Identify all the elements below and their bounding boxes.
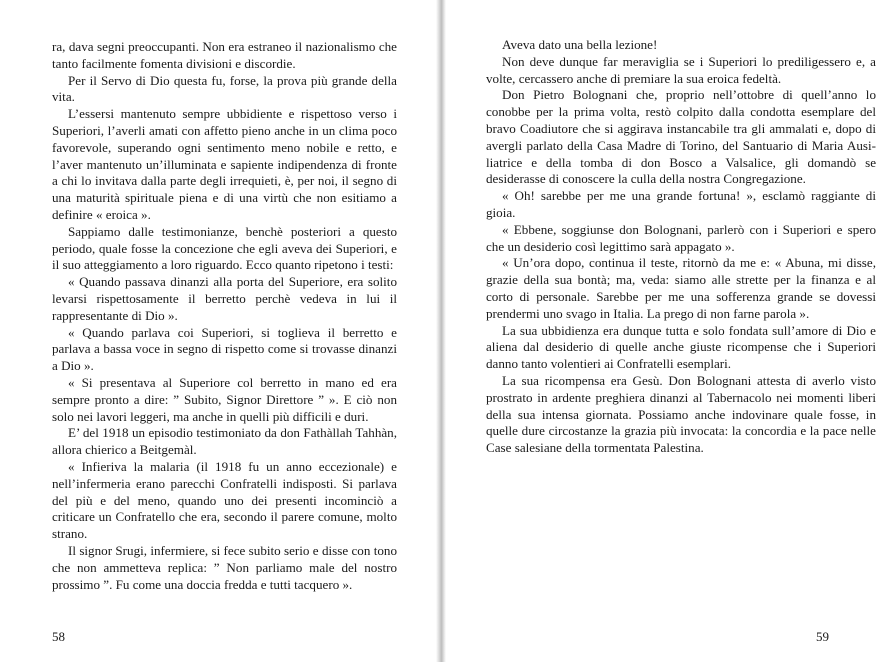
quote-paragraph: « Quando passava dinanzi alla porta del Superiore, era solito levarsi rispettosamente il berretto perchè vedeva in lui il rappresentante di Dio ». [52, 274, 397, 323]
paragraph: La sua ubbidienza era dunque tutta e solo fondata sull’amore di Dio e aliena dal desiderio di quelle anche giuste ricompense che i Superiori danno tanto volentieri ai Confratelli esemplari. [486, 322, 876, 372]
right-page-text [486, 37, 876, 457]
paragraph: L’essersi mantenuto sempre ubbidiente e rispettoso verso i Superiori, l’averli amati con affetto pieno anche in un clima poco favorevole, superando ogni sentimento meno nobile e retto, e l’aver mantenuto un’illuminata e sapiente indipendenza di fronte a chi lo invitava dalla parte degli irrequieti, è, per noi, il segno di una maturità spirituale piena e di una virtù che non esitiamo a definire « eroica ». [52, 106, 397, 222]
quote-paragraph: « Si presentava al Superiore col berretto in mano ed era sempre pronto a dire: ” Subito, Signor Direttore ” ». E ciò non solo nei lavori leggeri, ma anche in quelli più difficili e duri. [52, 374, 397, 424]
paragraph: La sua ricompensa era Gesù. Don Bolognani attesta di averlo visto prostrato in ardente preghiera dinanzi al Tabernacolo nei momenti liberi della sua intensa giornata. Possiamo anche indovinare quale fosse, in quelle dure circostanze la grazia più invocata: la concordia e la pace nelle Case salesiane della tormentata Palestina. [486, 372, 876, 456]
book-gutter [436, 0, 446, 662]
quote-paragraph: « Infieriva la malaria (il 1918 fu un anno eccezionale) e nell’infermeria erano parecchi Confratelli indisposti. Si parlava del più e del meno, quando uno dei presenti incominciò a criticare un Confratello che era, secondo il parere comune, molto strano. [52, 458, 397, 542]
right-page [447, 0, 896, 662]
quote-paragraph: « Ebbene, soggiunse don Bolognani, parlerò con i Superiori e spero che un desiderio così legittimo sarà appagato ». [486, 221, 876, 254]
quote-paragraph: « Quando parlava coi Superiori, si toglieva il berretto e parlava a bassa voce in segno di rispetto come si trovasse dinanzi a Dio ». [52, 324, 397, 374]
left-page-text [52, 39, 397, 593]
paragraph: Non deve dunque far meraviglia se i Superiori lo prediligessero e, a volte, cercassero anche di premiare la sua eroica fedeltà. [486, 53, 876, 86]
left-page [0, 0, 440, 662]
paragraph: ra, dava segni preoccupanti. Non era estraneo il nazionalismo che tanto facilmente fomenta divisioni e discordie. [52, 39, 397, 71]
page-number: 58 [52, 629, 65, 644]
paragraph: Per il Servo di Dio questa fu, forse, la prova più grande della vita. [52, 72, 397, 105]
quote-paragraph: « Un’ora dopo, continua il teste, ritornò da me e: « Abuna, mi disse, grazie della sua bontà; ma, veda: siamo alle strette per la finanza e al corto di personale. Sarebbe per me una sofferenza grande se dovessi prendermi uno svago in Italia. La prego di non farne parola ». [486, 255, 876, 321]
paragraph: Sappiamo dalle testimonianze, benchè posteriori a questo periodo, quale fosse la concezione che egli aveva dei Superiori, e il suo atteggiamento a loro riguardo. Ecco quanto ripetono i testi: [52, 223, 397, 273]
paragraph: Il signor Srugi, infermiere, si fece subito serio e disse con tono che non ammetteva replica: ” Non parliamo male del nostro prossimo ”. Fu come una doccia fredda e tutti tacquero ». [52, 542, 397, 592]
paragraph: Aveva dato una bella lezione! [502, 37, 658, 52]
page-number: 59 [816, 629, 829, 644]
quote-paragraph: « Oh! sarebbe per me una grande fortuna! », esclamò raggiante di gioia. [486, 188, 876, 220]
paragraph: Don Pietro Bolognani che, proprio nell’ottobre di quell’anno lo conobbe per la prima volta, restò colpito dalla condotta esemplare del bravo Coadiutore che si aggirava instancabile tra gli ammalati e, dopo di avergli parlato della Casa Madre di Torino, del Santuario di Maria Ausiliatrice e della tomba di don Bosco a Valsalice, gli domandò se desiderasse di conoscere la culla della nostra Congregazione. [486, 87, 876, 187]
paragraph: E’ del 1918 un episodio testimoniato da don Fathàllah Tahhàn, allora chierico a Beitgemàl. [52, 425, 397, 458]
